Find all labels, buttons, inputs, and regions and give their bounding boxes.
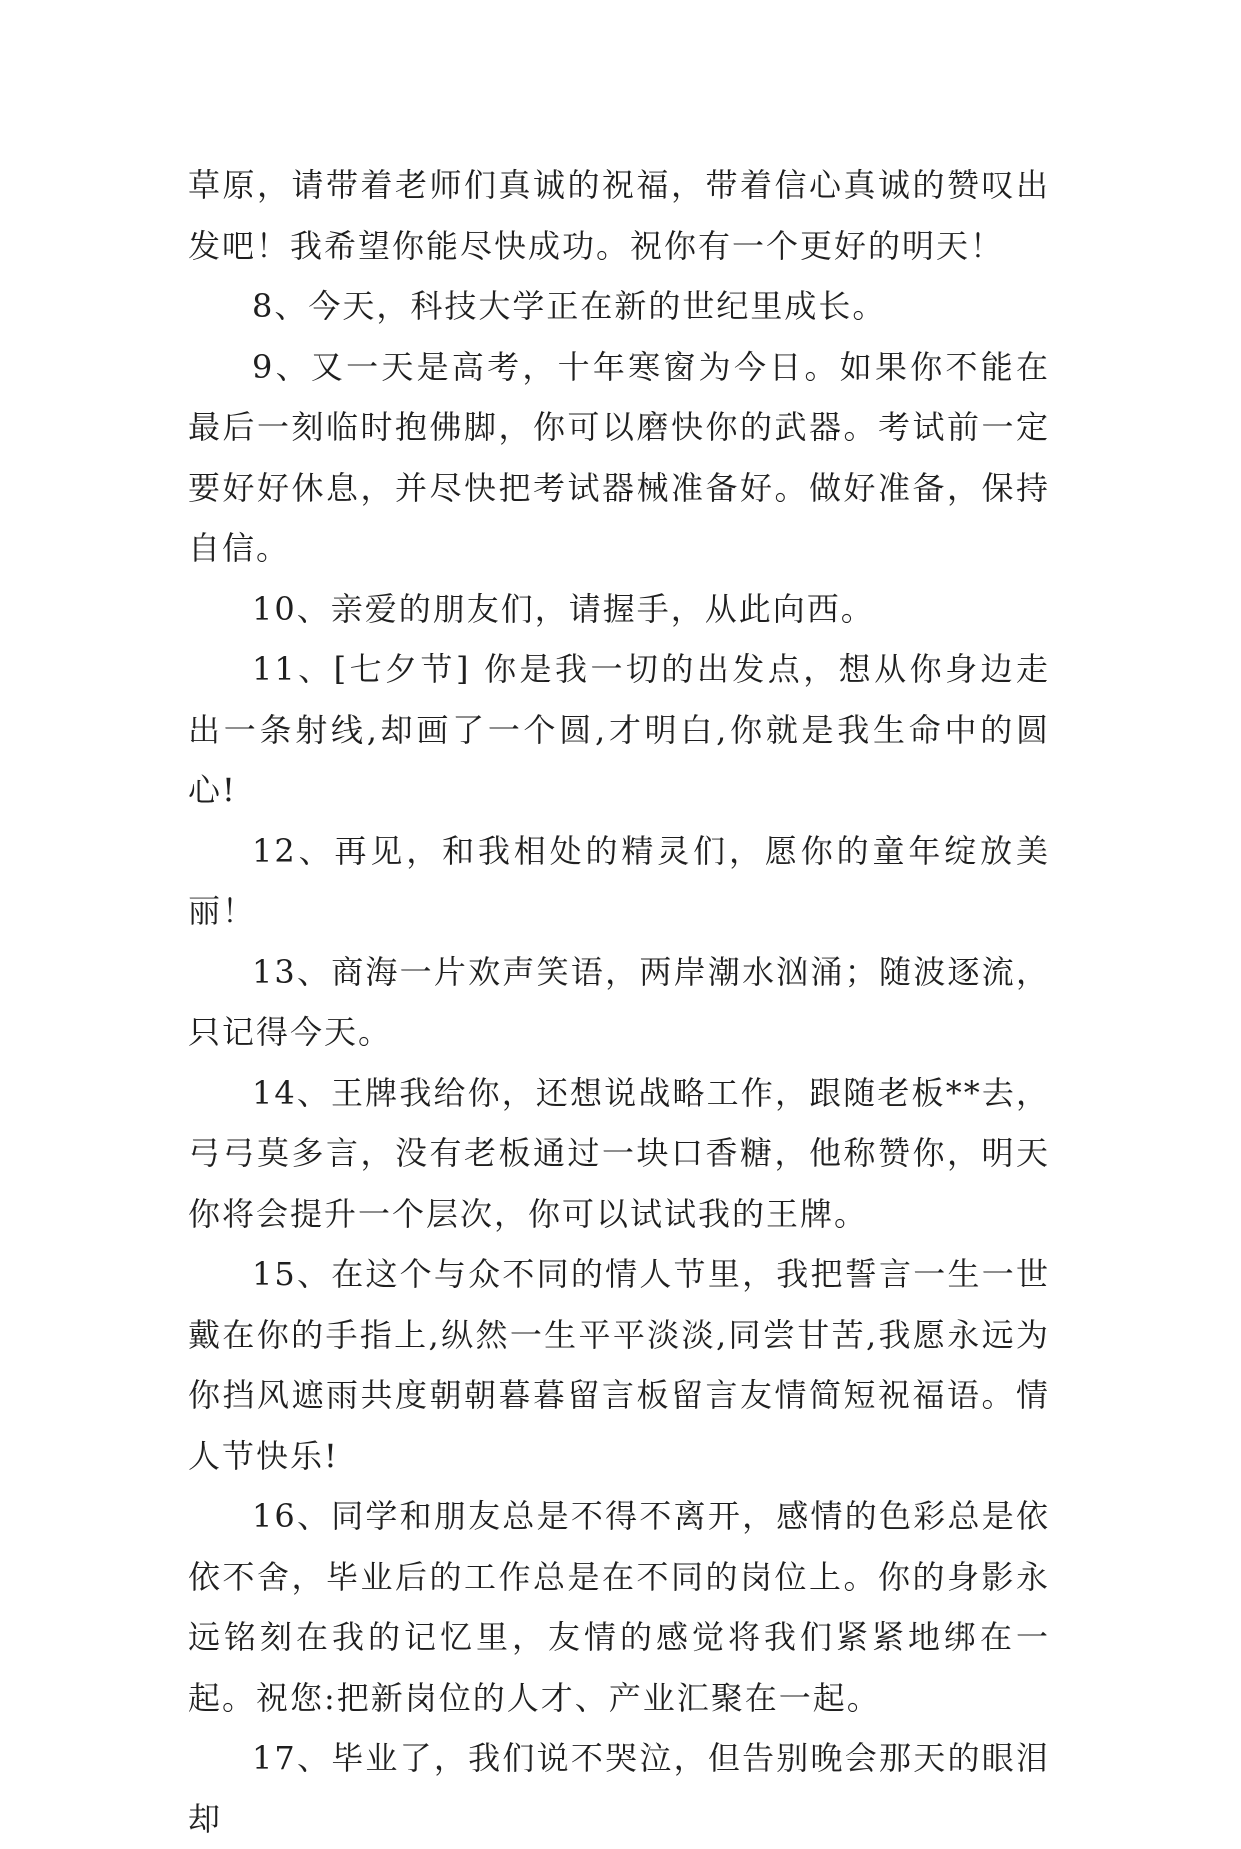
document-body [188,155,1050,1849]
paragraph-item-12: 12、再见，和我相处的精灵们，愿你的童年绽放美丽！ [188,831,1050,930]
paragraph-item-17: 17、毕业了，我们说不哭泣，但告别晚会那天的眼泪却 [188,1739,1050,1838]
paragraph-item-11: 11、[七夕节] 你是我一切的出发点，想从你身边走出一条射线,却画了一个圆,才明白,你就是我生命中的圆心! [188,650,1050,809]
paragraph-item-9: 9、又一天是高考，十年寒窗为今日。如果你不能在最后一刻临时抱佛脚，你可以磨快你的武器。考试前一定要好好休息，并尽快把考试器械准备好。做好准备，保持自信。 [188,347,1050,567]
paragraph-item-16: 16、同学和朋友总是不得不离开，感情的色彩总是依依不舍，毕业后的工作总是在不同的岗位上。你的身影永远铭刻在我的记忆里，友情的感觉将我们紧紧地绑在一起。祝您:把新岗位的人才、产业汇聚在一起。 [188,1497,1050,1717]
paragraph-item-10: 10、亲爱的朋友们，请握手，从此向西。 [252,589,875,628]
paragraph-item-15: 15、在这个与众不同的情人节里，我把誓言一生一世戴在你的手指上,纵然一生平平淡淡,同尝甘苦,我愿永远为你挡风遮雨共度朝朝暮暮留言板留言友情简短祝福语。情人节快乐! [188,1255,1050,1475]
paragraph-continuation: 草原，请带着老师们真诚的祝福，带着信心真诚的赞叹出发吧！我希望你能尽快成功。祝你有一个更好的明天！ [188,166,1050,265]
paragraph-item-13: 13、商海一片欢声笑语，两岸潮水汹涌；随波逐流，只记得今天。 [188,952,1050,1051]
paragraph-item-14: 14、王牌我给你，还想说战略工作，跟随老板**去，弓弓莫多言，没有老板通过一块口香糖，他称赞你，明天你将会提升一个层次，你可以试试我的王牌。 [188,1073,1050,1233]
paragraph-item-8: 8、今天，科技大学正在新的世纪里成长。 [252,287,887,325]
